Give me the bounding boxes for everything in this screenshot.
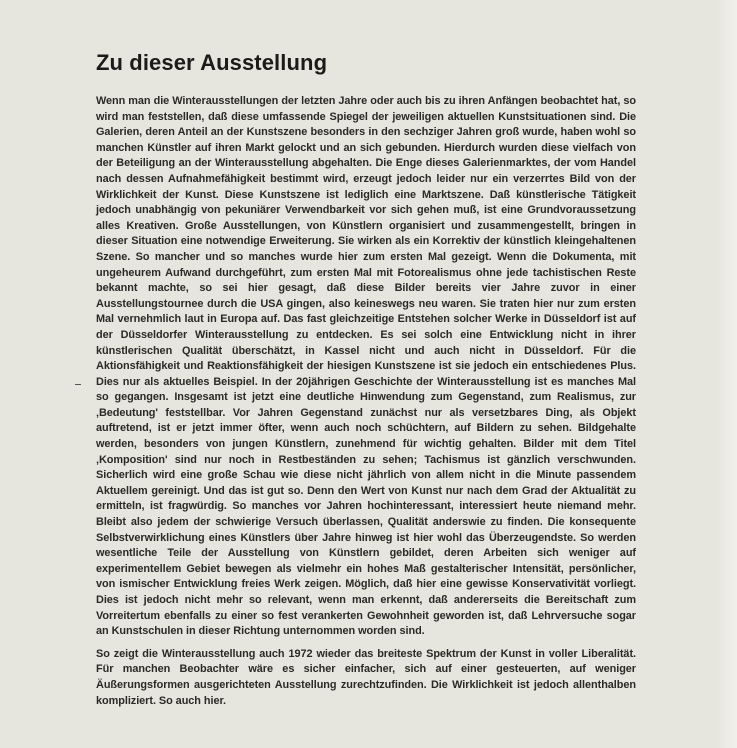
page-edge bbox=[715, 0, 737, 748]
page-title: Zu dieser Ausstellung bbox=[96, 50, 328, 75]
margin-mark bbox=[75, 384, 81, 385]
paragraph-main: Wenn man die Winterausstellungen der letzten Jahre oder auch bis zu ihren Anfängen beobachtet hat, so wird man feststellen, daß diese umfassende Spiegel der jeweiligen aktuellen Kunstsituationen sind. Die Galerien, deren Anteil an der Kunstszene besonders in den sechziger Jahren groß wurde, haben wohl so manchen Künstler auf ihren Markt gelockt und an sich gebunden. Hierdurch wurden diese vielfach von der Beteiligung an der Winterausstellung abgehalten. Die Enge dieses Galerienmarktes, der vom Handel nach dessen Aufnahmefähigkeit bestimmt wird, erzeugt jedoch leider nur ein verzerrtes Bild von der Wirklichkeit der Kunst. Diese Kunstszene ist lediglich eine Marktszene. Daß künstlerische Tätigkeit jedoch unabhängig von pekuniärer Verwendbarkeit vor sich gehen muß, ist eine Grundvoraussetzung alles Kreativen. Große Ausstellungen, von Künstlern organisiert und zusammengestellt, bringen in dieser Situation eine notwendige Erweiterung. Sie wirken als ein Korrektiv der künstlich kleingehaltenen Szene. So mancher und so manches wurde hier zum ersten Mal gezeigt. Wenn die Dokumenta, mit ungeheurem Aufwand durchgeführt, zum ersten Mal mit Fotorealismus ohne jede tachistischen Reste bekannt machte, so sei hier gesagt, daß diese Bilder bereits vier Jahre zuvor in einer Ausstellungstournee durch die USA gingen, also keineswegs neu waren. Sie traten hier nur zum ersten Mal vernehmlich laut in Europa auf. Das fast gleichzeitige Entstehen solcher Werke in Düsseldorf ist auf der Düsseldorfer Winterausstellung zu entdecken. Es sei solch eine Entwicklung nicht in ihrer künstlerischen Qualität überschätzt, in Kassel nicht und auch nicht in Düsseldorf. Für die Aktionsfähigkeit und Reaktionsfähigkeit der hiesigen Kunstszene ist sie jedoch ein entschiedenes Plus. Dies nur als aktuelles Beispiel. In der 20jährigen Geschichte der Winterausstellung ist es manches Mal so gegangen. Insgesamt ist jetzt eine deutliche Hinwendung zum Gegenstand, zum Realismus, zur ‚Bedeutung' feststellbar. Vor Jahren Gegenstand zunächst nur als versetzbares Ding, als Objekt auftretend, ist er jetzt immer öfter, wenn auch noch schüchtern, auf Bildern zu sehen. Bildgehalte werden, besonders von jungen Künstlern, zunehmend für wichtig gehalten. Bilder mit dem Titel ‚Komposition' sind nur noch in Restbeständen zu sehen; Tachismus ist gänzlich verschwunden. Sicherlich wird eine große Schau wie diese nicht jährlich von allem nicht in die Minute passendem Aktuellem gereinigt. Und das ist gut so. Denn den Wert von Kunst nur nach dem Grad der Aktualität zu ermitteln, ist fragwürdig. So manches vor Jahren hochinteressant, interessiert heute niemand mehr. Bleibt also jedem der schwierige Versuch überlassen, Qualität anderswie zu finden. Die konsequente Selbstverwirklichung eines Künstlers über Jahre hinweg ist hier wohl das Überzeugendste. So werden wesentliche Teile der Ausstellung von Künstlern gebildet, deren Arbeiten sich weniger auf experimentellem Gebiet bewegen als vielmehr ein hohes Maß gestalterischer Intensität, persönlicher, von ismischer Entwicklung freies Werk zeigen. Möglich, daß hier eine gewisse Konservativität vorliegt. Dies ist jedoch nicht mehr so relevant, wenn man erkennt, daß andererseits die Bereitschaft zum Vorreitertum ebenfalls zu einer so fest verankerten Gewohnheit geworden ist, daß Lehrversuche sogar an Kunstschulen in dieser Richtung unternommen worden sind. bbox=[96, 95, 636, 638]
paragraph-closing: So zeigt die Winterausstellung auch 1972 wieder das breiteste Spektrum der Kunst in voller Liberalität. Für manchen Beobachter wäre es sicher einfacher, sich auf einer gesteuerten, auf weniger Äußerungsformen ausgerichteten Ausstellung zurechtzufinden. Die Wirklichkeit ist jedoch allenthalben kompliziert. So auch hier. bbox=[96, 647, 636, 707]
article bbox=[96, 50, 636, 709]
